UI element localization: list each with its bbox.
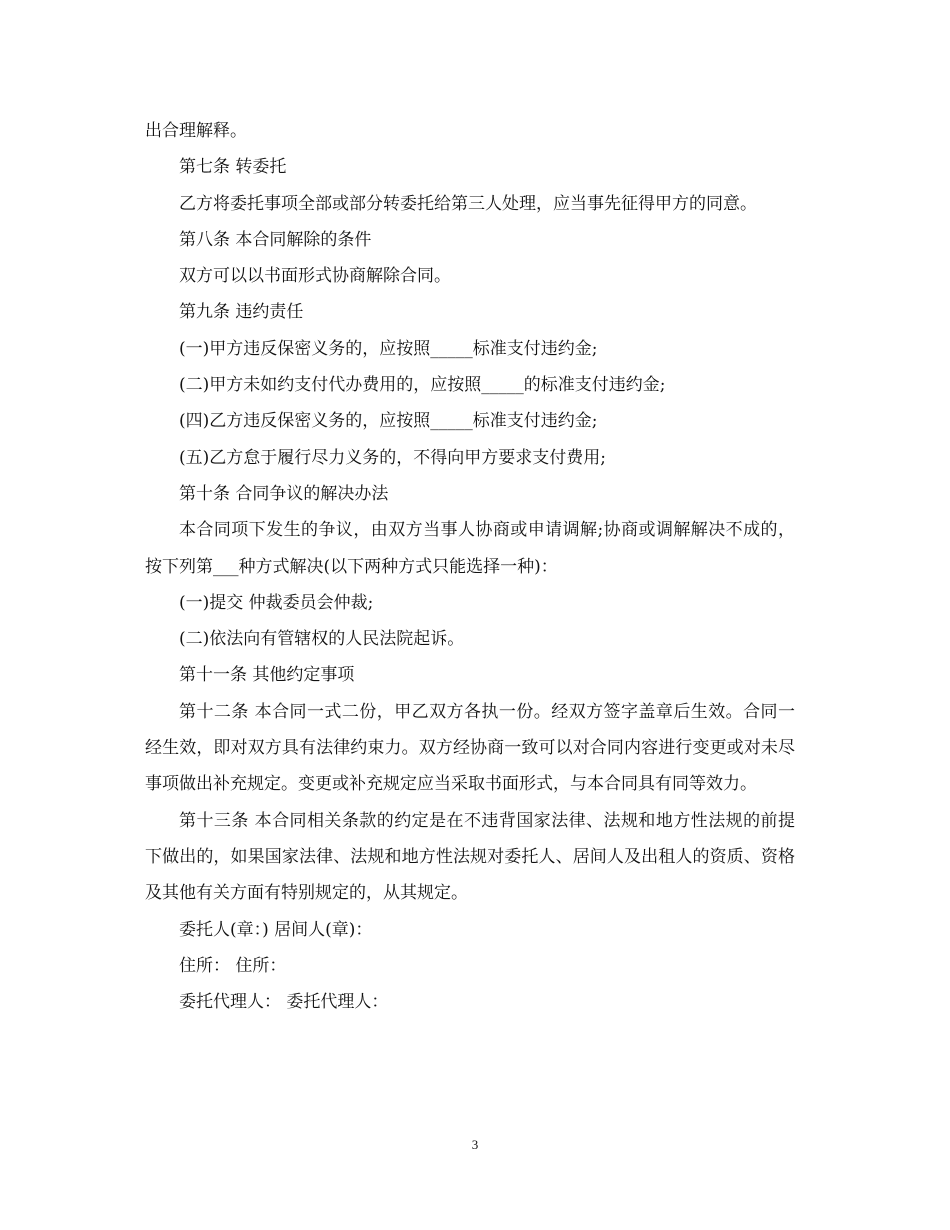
signature-agents: 委托代理人： 委托代理人： [179, 992, 389, 1013]
document-body [145, 113, 795, 1020]
article-10-body: 本合同项下发生的争议，由双方当事人协商或申请调解;协商或调解解决不成的，按下列第___种方式解决(以下两种方式只能选择一种)： [145, 520, 795, 577]
article-7-heading: 第七条 转委托 [179, 157, 287, 178]
paragraph-continuation: 出合理解释。 [145, 121, 247, 141]
article-10-heading: 第十条 合同争议的解决办法 [179, 483, 389, 504]
article-9-item-2: (二)甲方未如约支付代办费用的，应按照_____的标准支付违约金; [179, 375, 666, 396]
article-10-option-1: (一)提交 仲裁委员会仲裁; [179, 592, 374, 613]
article-12-body: 第十二条 本合同一式二份，甲乙双方各执一份。经双方签字盖章后生效。合同一经生效，即对双方具有法律约束力。双方经协商一致可以对合同内容进行变更或对未尽事项做出补充规定。变更或补充规定应当采取书面形式，与本合同具有同等效力。 [145, 701, 795, 795]
article-10-option-2: (二)依法向有管辖权的人民法院起诉。 [179, 629, 465, 650]
article-13-body: 第十三条 本合同相关条款的约定是在不违背国家法律、法规和地方性法规的前提下做出的，如果国家法律、法规和地方性法规对委托人、居间人及出租人的资质、资格及其他有关方面有特别规定的，从其规定。 [145, 810, 795, 904]
signature-address: 住所： 住所： [179, 955, 287, 976]
article-9-item-1: (一)甲方违反保密义务的，应按照_____标准支付违约金; [179, 338, 598, 359]
article-8-body: 双方可以以书面形式协商解除合同。 [179, 266, 451, 287]
article-7-body: 乙方将委托事项全部或部分转委托给第三人处理，应当事先征得甲方的同意。 [179, 193, 757, 214]
article-8-heading: 第八条 本合同解除的条件 [179, 229, 372, 250]
article-9-item-5: (五)乙方怠于履行尽力义务的，不得向甲方要求支付费用; [179, 447, 606, 468]
article-9-heading: 第九条 违约责任 [179, 302, 304, 323]
article-9-item-4: (四)乙方违反保密义务的，应按照_____标准支付违约金; [179, 411, 598, 432]
page-number: 3 [471, 1137, 479, 1152]
signature-parties: 委托人(章：) 居间人(章)： [179, 919, 373, 940]
article-11-heading: 第十一条 其他约定事项 [179, 665, 355, 686]
